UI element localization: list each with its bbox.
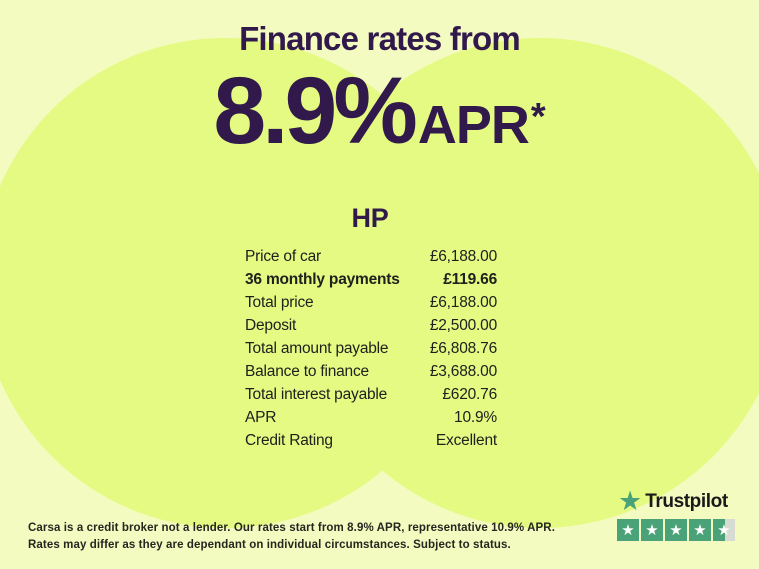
rating-star: ★ <box>665 519 687 541</box>
table-row <box>245 383 497 406</box>
disclaimer-text <box>28 520 555 554</box>
rating-star: ★ <box>641 519 663 541</box>
row-label: Deposit <box>245 317 297 335</box>
rating-star: ★ <box>617 519 639 541</box>
row-label: Total interest payable <box>245 385 388 403</box>
page-title: Finance rates from <box>239 20 520 57</box>
row-value: £620.76 <box>442 385 497 403</box>
row-label: Total price <box>245 294 314 312</box>
rating-star: ★ <box>689 519 711 541</box>
table-row <box>245 360 497 383</box>
table-row <box>245 269 497 292</box>
row-value: £6,188.00 <box>429 294 497 312</box>
trustpilot-rating-stars <box>617 519 750 541</box>
rate-asterisk: * <box>530 96 546 138</box>
row-label: Price of car <box>245 248 321 266</box>
row-label: APR <box>245 408 277 426</box>
row-label: Total amount payable <box>245 340 389 357</box>
table-row <box>245 338 497 361</box>
row-value: £3,688.00 <box>429 362 497 380</box>
trustpilot-star-icon: ★ <box>618 486 643 517</box>
table-row <box>245 246 497 269</box>
trustpilot-wordmark: Trustpilot <box>645 491 728 512</box>
headline-rate <box>0 58 759 164</box>
row-label: Credit Rating <box>245 431 333 449</box>
finance-product-heading: HP <box>351 203 389 233</box>
row-value: Excellent <box>435 431 497 449</box>
rate-unit: APR <box>417 95 529 155</box>
table-row <box>245 406 497 429</box>
disclaimer-line-1: Carsa is a credit broker not a lender. Our rates start from 8.9% APR, representative 10.9% APR. <box>28 522 555 534</box>
disclaimer-line-2: Rates may differ as they are dependant on individual circumstances. Subject to status. <box>28 539 511 551</box>
row-value: £2,500.00 <box>429 317 497 335</box>
trustpilot-logo <box>615 486 750 517</box>
row-value: £6,808.76 <box>429 340 497 357</box>
table-row <box>245 292 497 315</box>
rating-star: ★ <box>713 519 735 541</box>
table-row <box>245 315 497 338</box>
row-value: £6,188.00 <box>429 248 497 266</box>
trustpilot-widget[interactable] <box>615 486 750 541</box>
row-value: 10.9% <box>454 408 497 426</box>
row-label: Balance to finance <box>245 362 369 380</box>
row-label: 36 monthly payments <box>245 271 400 289</box>
rate-value: 8.9% <box>213 58 414 164</box>
finance-table <box>245 246 497 452</box>
row-value: £119.66 <box>443 271 497 289</box>
table-row <box>245 429 497 452</box>
